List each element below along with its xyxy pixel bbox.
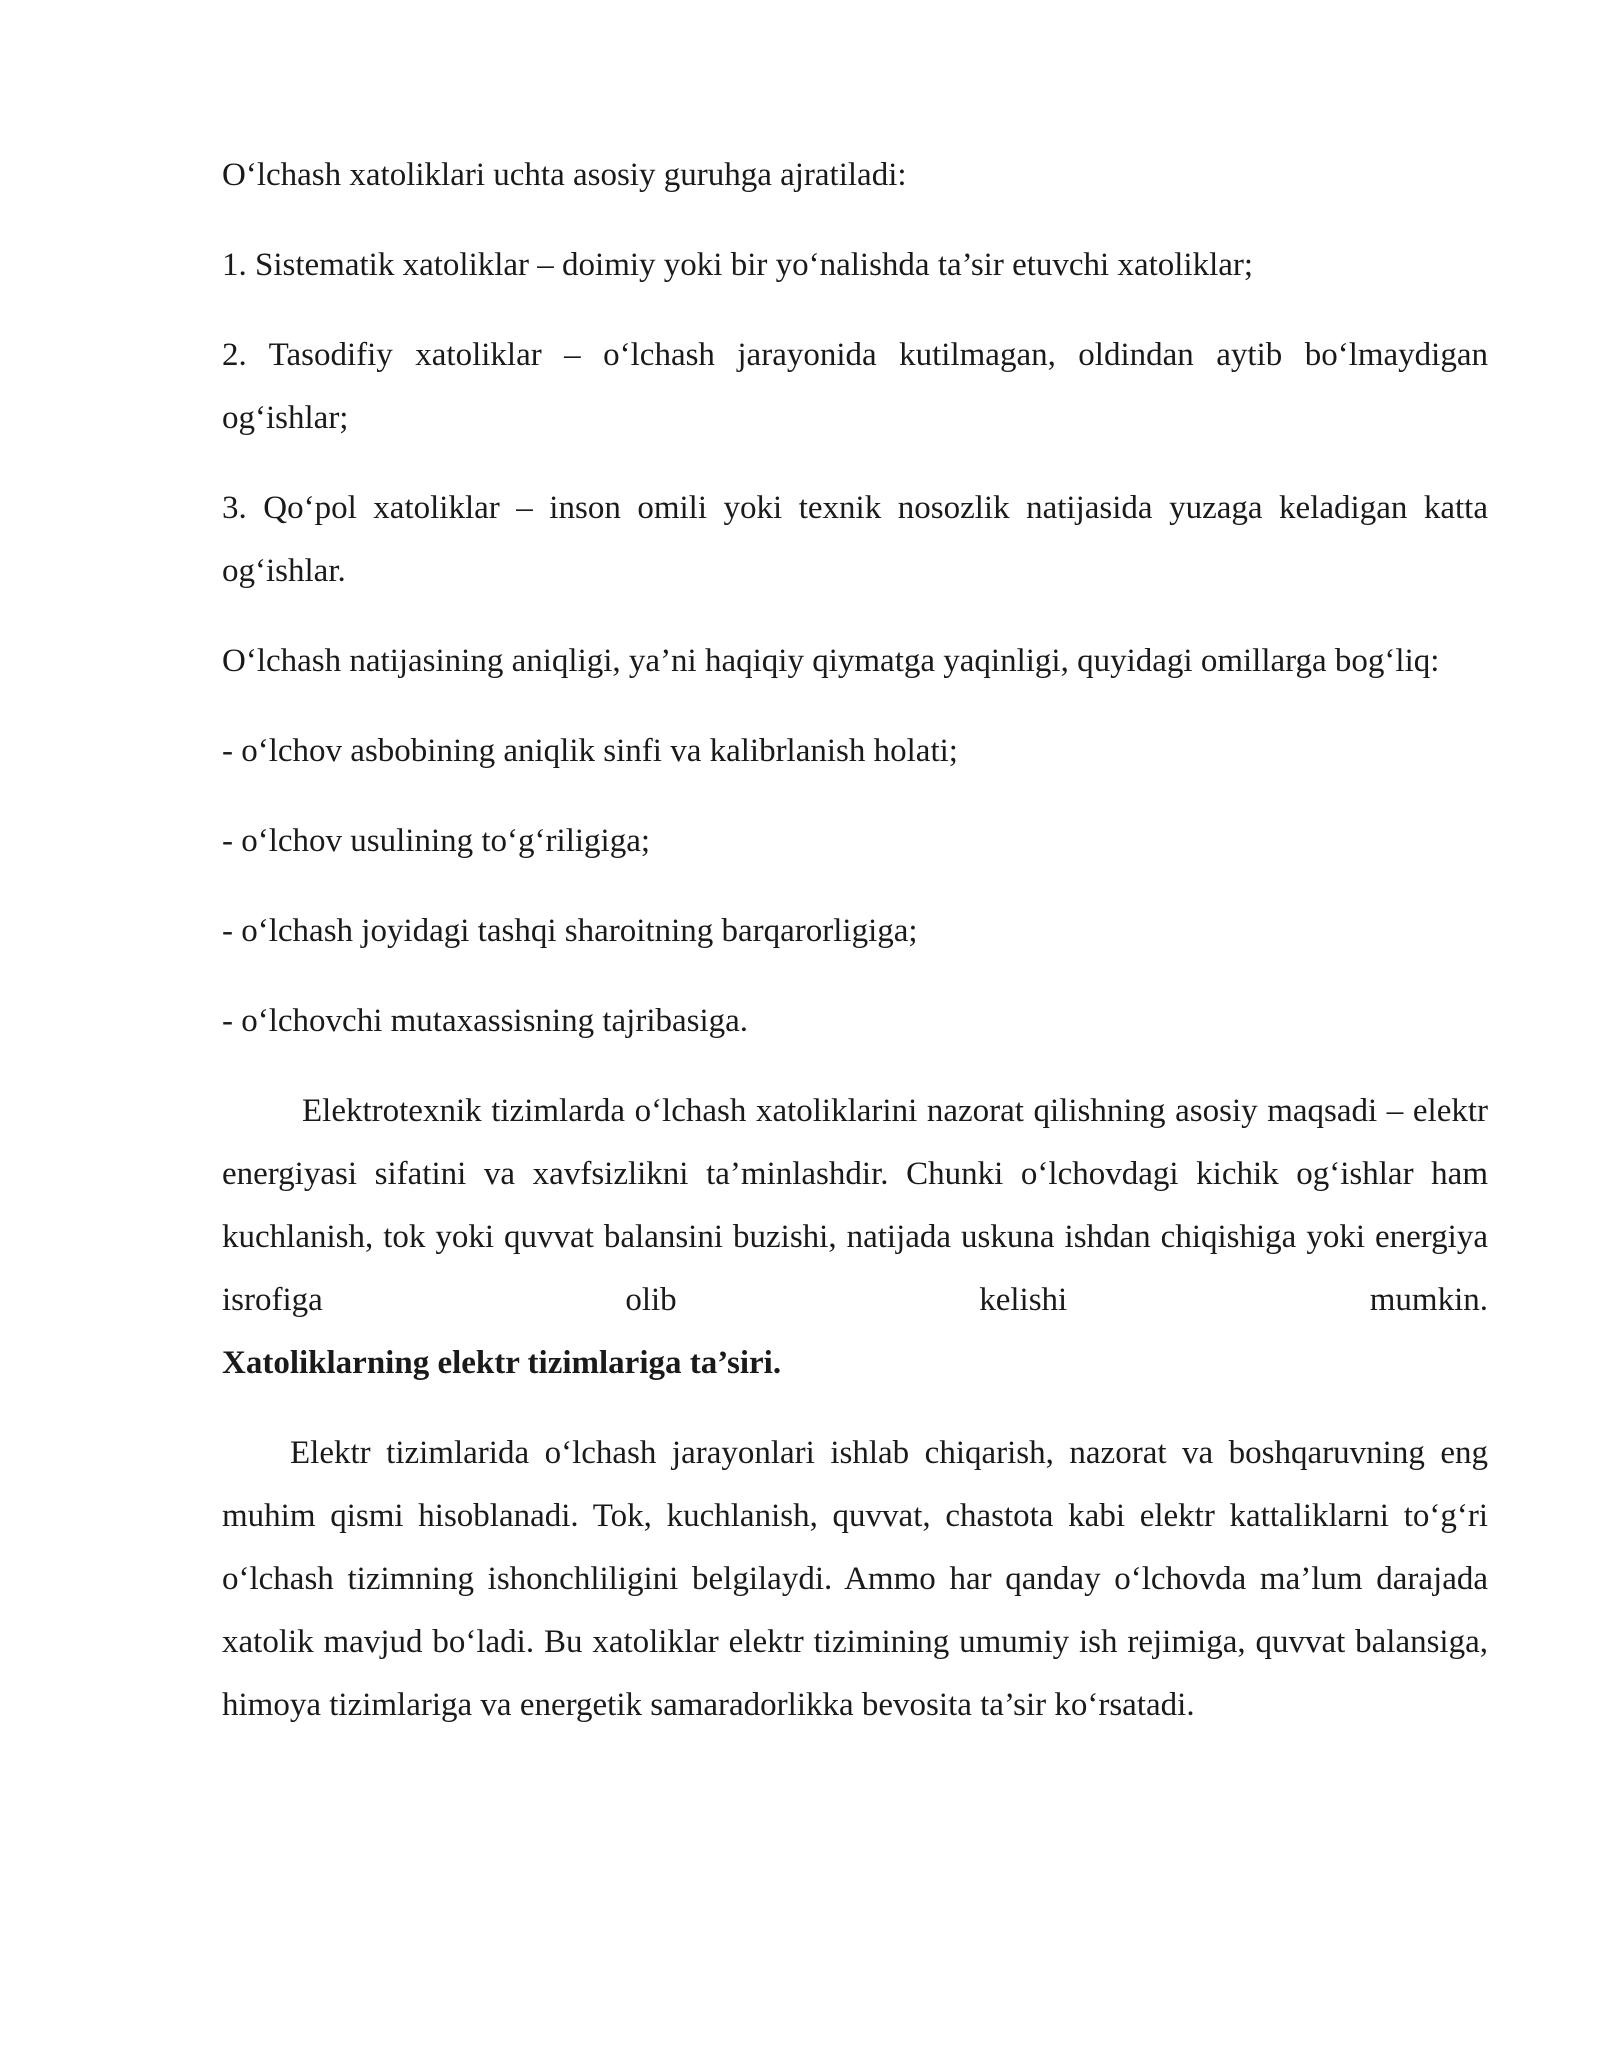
section-heading: Xatoliklarning elektr tizimlariga ta’siri. <box>222 1345 782 1381</box>
factor-list-item: - o‘lchov asbobining aniqlik sinfi va kalibrlanish holati; <box>222 733 958 769</box>
error-group-random: 2. Tasodifiy xatoliklar – o‘lchash jarayonida kutilmagan, oldindan aytib bo‘lmaydigan og‘ishlar; <box>222 337 1488 436</box>
factor-list-item: - o‘lchov usulining to‘g‘riligiga; <box>222 823 651 859</box>
final-paragraph: Elektr tizimlarida o‘lchash jarayonlari ishlab chiqarish, nazorat va boshqaruvning eng muhim qismi hisoblanadi. Tok, kuchlanish, quvvat, chastota kabi elektr kattaliklarni to‘g‘ri o‘lchash tizimning ishonchliligini belgilaydi. Ammo har qanday o‘lchovda ma’lum darajada xatolik mavjud bo‘ladi. Bu xatoliklar elektr tizimining umumiy ish rejimiga, quvvat balansiga, himoya tizimlariga va energetik samaradorlikka bevosita ta’sir ko‘rsatadi. <box>222 1435 1488 1723</box>
purpose-paragraph: Elektrotexnik tizimlarda o‘lchash xatoliklarini nazorat qilishning asosiy maqsadi – elektr energiyasi sifatini va xavfsizlikni ta’minlashdir. Chunki o‘lchovdagi kichik og‘ishlar ham kuchlanish, tok yoki quvvat balansini buzishi, natijada uskuna ishdan chiqishiga yoki energiya isrofiga olib kelishi mumkin. <box>222 1093 1488 1318</box>
document-page <box>222 144 1488 1764</box>
accuracy-intro-paragraph: O‘lchash natijasining aniqligi, ya’ni haqiqiy qiymatga yaqinligi, quyidagi omillarga bog‘liq: <box>222 643 1440 679</box>
purpose-paragraph-block <box>222 1080 1488 1395</box>
error-group-systematic: 1. Sistematik xatoliklar – doimiy yoki bir yo‘nalishda ta’sir etuvchi xatoliklar; <box>222 247 1254 283</box>
factor-list-item: - o‘lchovchi mutaxassisning tajribasiga. <box>222 1003 749 1039</box>
intro-paragraph: O‘lchash xatoliklari uchta asosiy guruhga ajratiladi: <box>222 157 907 193</box>
error-group-gross: 3. Qo‘pol xatoliklar – inson omili yoki texnik nosozlik natijasida yuzaga keladigan katta og‘ishlar. <box>222 490 1488 589</box>
factor-list-item: - o‘lchash joyidagi tashqi sharoitning barqarorligiga; <box>222 913 918 949</box>
